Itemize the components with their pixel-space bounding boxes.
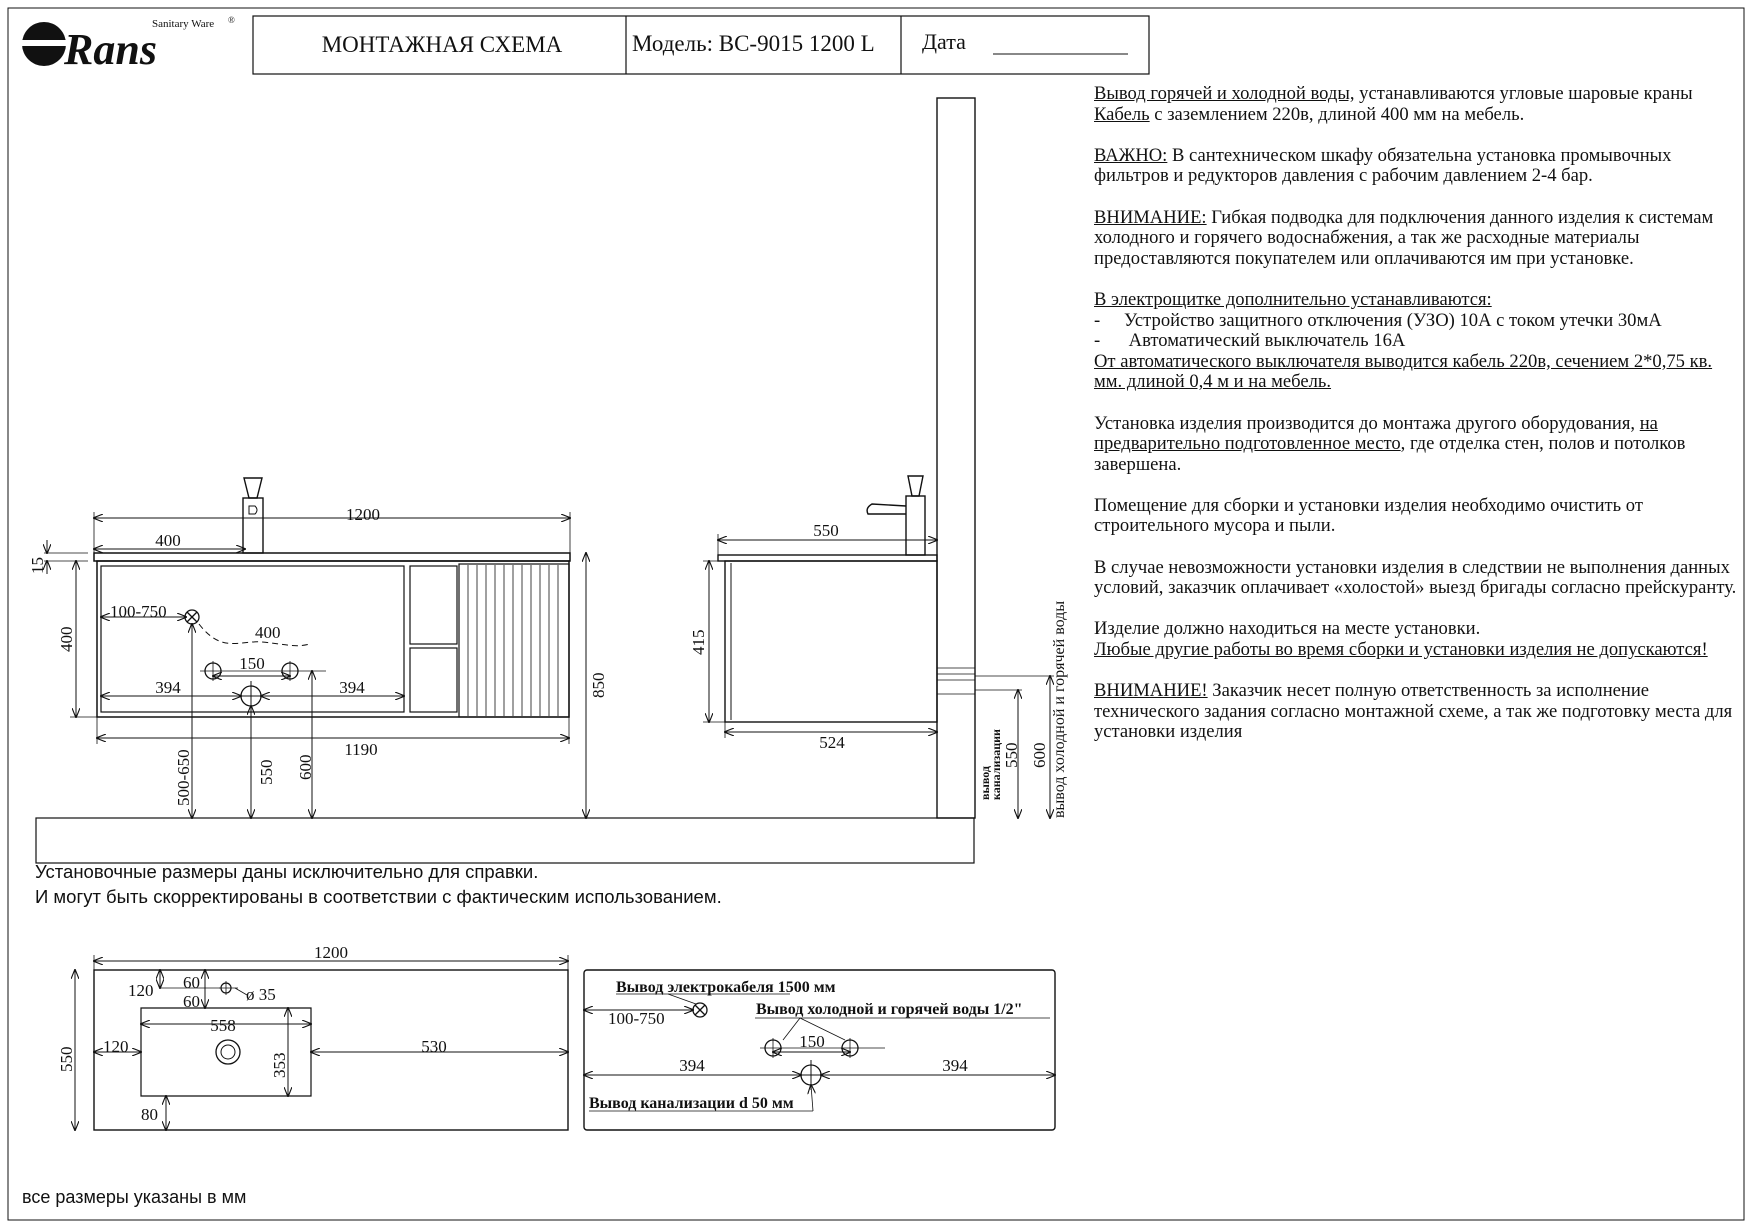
drawing-title: МОНТАЖНАЯ СХЕМА (321, 32, 563, 57)
dim-conn-right-gap: 394 (942, 1056, 968, 1075)
label-drain-line2: канализации (989, 729, 1003, 800)
dim-tap-offset: 120 (128, 981, 154, 1000)
dim-bowl-left: 120 (103, 1037, 129, 1056)
note-installation-order: Установка изделия производится до монтажа другого оборудования, на предварительно подготовленное место, где отделка стен, полов и потолков завершена. (1094, 412, 1686, 475)
label-drain-outlet: Вывод канализации d 50 мм (589, 1095, 794, 1112)
note-attention-hoses: ВНИМАНИЕ: Гибкая подводка для подключения данного изделия к системам холодного и горячего водоснабжения, а так же расходные материалы предоставляются покупателем или оплачиваются им при установке. (1094, 206, 1714, 269)
dim-total-height: 850 (589, 672, 608, 698)
label-water-outlets: Вывод холодной и горячей воды 1/2" (756, 1001, 1023, 1018)
dim-top-depth: 550 (57, 1046, 76, 1072)
reference-note-line2: И могут быть скорректированы в соответствии с фактическим использованием. (35, 886, 722, 907)
dim-bowl-right: 530 (421, 1037, 447, 1056)
dim-bowl-front: 80 (141, 1105, 158, 1124)
dim-left-gap: 394 (155, 678, 181, 697)
side-view-dimensions (689, 521, 1068, 818)
brand-logo (22, 15, 235, 74)
connections-labels (589, 979, 1023, 1112)
dim-cable-height: 500-650 (174, 749, 193, 806)
front-view-dimensions (28, 505, 608, 806)
label-drain-line1: вывод (978, 766, 992, 800)
label-cable-outlet: Вывод электрокабеля 1500 мм (616, 979, 836, 996)
dim-cable-offset: 100-750 (110, 602, 167, 621)
dim-water-height: 600 (296, 754, 315, 780)
model-label: Модель: BC-9015 1200 L (632, 31, 875, 56)
note-important: ВАЖНО: В сантехническом шкафу обязательна установка промывочных фильтров и редукторов давления с рабочим давлением 2-4 бар. (1094, 144, 1672, 187)
brand-tagline: Sanitary Ware (152, 18, 215, 30)
dim-conn-pipe-spacing: 150 (799, 1032, 825, 1051)
dim-width: 1200 (346, 505, 380, 524)
dim-tap-b: 60 (183, 992, 200, 1011)
dim-tap-a: 60 (183, 973, 200, 992)
label-water-outlet: вывод холодной и горячей воды (1051, 600, 1068, 818)
dim-right-gap: 394 (339, 678, 365, 697)
side-view (703, 98, 1054, 818)
note-electrical: В электрощитке дополнительно устанавливаются: - Устройство защитного отключения (УЗО) 10А с током утечки 30мА - Автоматический выключатель 16А От автоматического выключателя выводится кабель 220в, сечением 2*0,75 кв. мм. длиной 0,4 м и на мебель. (1094, 288, 1713, 393)
dim-side-cabinet-height: 415 (689, 629, 708, 655)
dim-cabinet-height: 400 (57, 626, 76, 652)
dim-side-drain-height: 550 (1002, 742, 1021, 768)
dim-drain-height: 550 (257, 759, 276, 785)
note-responsibility: ВНИМАНИЕ! Заказчик несет полную ответственность за исполнение технического задания согласно монтажной схеме, а так же подготовку места для установки изделия (1094, 680, 1733, 743)
units-note: все размеры указаны в мм (22, 1187, 247, 1207)
reference-note (35, 859, 722, 909)
dim-faucet-offset: 400 (155, 531, 181, 550)
dim-conn-left-gap: 394 (679, 1056, 705, 1075)
brand-name: Rans (64, 25, 157, 74)
dim-conn-cable-offset: 100-750 (608, 1009, 665, 1028)
reference-note-line1: Установочные размеры даны исключительно для справки. (35, 861, 539, 882)
dim-cable-curve: 400 (255, 623, 281, 642)
dim-tap-hole: ø 35 (246, 985, 276, 1004)
dim-cabinet-width: 1190 (344, 740, 378, 759)
dim-bowl-depth: 353 (270, 1052, 289, 1078)
date-label: Дата (922, 29, 966, 54)
dim-top-width: 1200 (314, 943, 348, 962)
dim-side-water-height: 600 (1030, 742, 1049, 768)
svg-text:®: ® (228, 15, 235, 25)
installation-notes (1094, 84, 1740, 764)
note-room-cleanup: Помещение для сборки и установки изделия необходимо очистить от строительного мусора и пыли. (1094, 494, 1643, 537)
dim-side-cabinet-depth: 524 (819, 733, 845, 752)
note-idle-visit: В случае невозможности установки изделия в следствии не выполнения данных условий, заказчик оплачивает «холостой» выезд бригады согласно прейскуранту. (1094, 556, 1737, 599)
dim-pipe-spacing: 150 (239, 654, 265, 673)
note-product-onsite: Изделие должно находиться на месте установки. Любые другие работы во время сборки и установки изделия не допускаются! (1094, 618, 1708, 661)
dim-top-thickness: 15 (28, 557, 47, 574)
note-water-cable: Вывод горячей и холодной воды, устанавливаются угловые шаровые краны Кабель с заземлением 220в, длиной 400 мм на мебель. (1094, 83, 1693, 125)
dim-side-depth: 550 (813, 521, 839, 540)
dim-bowl-width: 558 (210, 1016, 236, 1035)
